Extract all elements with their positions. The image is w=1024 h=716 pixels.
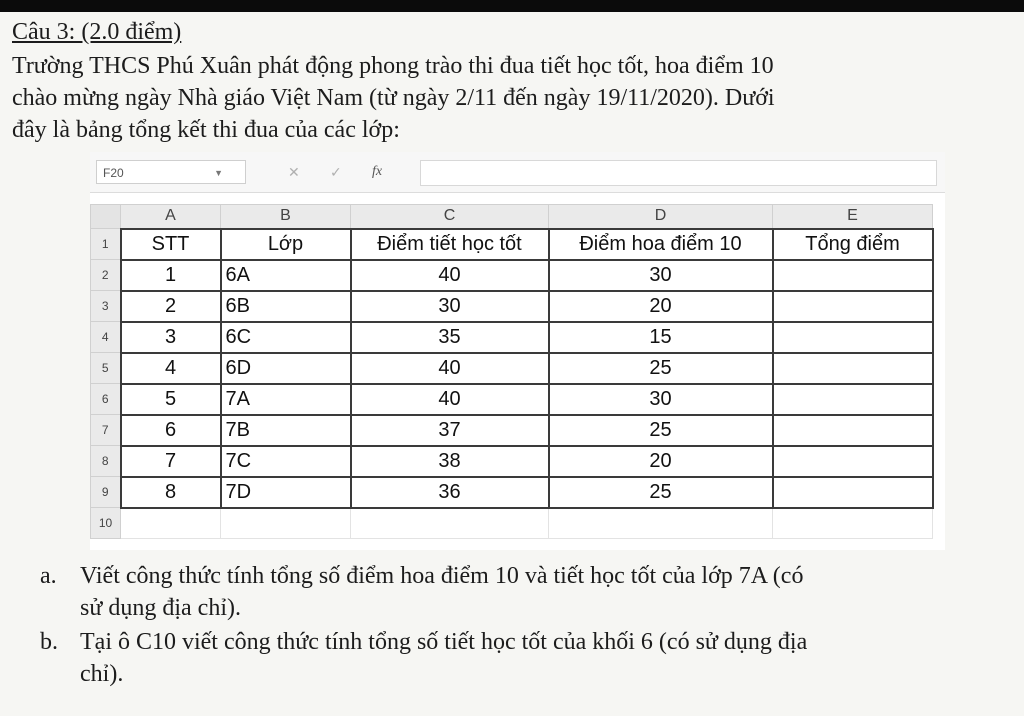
cell-class[interactable]: 6C — [221, 322, 351, 353]
header-cell[interactable]: Tổng điểm — [773, 229, 933, 260]
cell-good-lessons[interactable]: 40 — [351, 384, 549, 415]
row-header[interactable]: 1 — [91, 229, 121, 260]
task-list — [40, 560, 1000, 692]
header-cell[interactable]: Điểm hoa điểm 10 — [549, 229, 773, 260]
table-row — [91, 291, 933, 322]
table-row — [91, 260, 933, 291]
row-header[interactable]: 6 — [91, 384, 121, 415]
empty-cell[interactable] — [351, 508, 549, 539]
table-row — [91, 477, 933, 508]
task-item — [40, 560, 1000, 624]
cell-total[interactable] — [773, 415, 933, 446]
column-header[interactable]: E — [773, 205, 933, 229]
cell-class[interactable]: 7C — [221, 446, 351, 477]
cell-stt[interactable]: 8 — [121, 477, 221, 508]
cell-stt[interactable]: 5 — [121, 384, 221, 415]
cell-good-lessons[interactable]: 40 — [351, 353, 549, 384]
cell-total[interactable] — [773, 260, 933, 291]
spreadsheet-image — [90, 152, 945, 550]
header-cell[interactable]: Lớp — [221, 229, 351, 260]
intro-line: đây là bảng tổng kết thi đua của các lớp: — [12, 117, 400, 143]
empty-cell[interactable] — [121, 508, 221, 539]
row-header[interactable]: 9 — [91, 477, 121, 508]
name-box[interactable] — [96, 160, 246, 184]
task-label: b. — [40, 629, 58, 655]
row-header[interactable]: 3 — [91, 291, 121, 322]
task-item — [40, 626, 1000, 690]
cell-total[interactable] — [773, 291, 933, 322]
function-icon[interactable]: fx — [372, 164, 383, 179]
cell-good-lessons[interactable]: 36 — [351, 477, 549, 508]
table-row — [91, 353, 933, 384]
cell-class[interactable]: 6D — [221, 353, 351, 384]
cell-stt[interactable]: 4 — [121, 353, 221, 384]
cell-good-lessons[interactable]: 30 — [351, 291, 549, 322]
empty-cell[interactable] — [773, 508, 933, 539]
chevron-down-icon[interactable]: ▼ — [214, 168, 223, 178]
task-line: sử dụng địa chỉ). — [80, 595, 241, 621]
intro-line: Trường THCS Phú Xuân phát động phong trào thi đua tiết học tốt, hoa điểm 10 — [12, 53, 774, 79]
cell-class[interactable]: 6A — [221, 260, 351, 291]
cell-score-10[interactable]: 15 — [549, 322, 773, 353]
cell-score-10[interactable]: 20 — [549, 446, 773, 477]
table-header-row — [91, 229, 933, 260]
table-row — [91, 415, 933, 446]
task-line: chỉ). — [80, 661, 124, 687]
cell-stt[interactable]: 2 — [121, 291, 221, 322]
row-header[interactable]: 4 — [91, 322, 121, 353]
cell-class[interactable]: 6B — [221, 291, 351, 322]
cell-stt[interactable]: 1 — [121, 260, 221, 291]
cell-stt[interactable]: 6 — [121, 415, 221, 446]
cell-score-10[interactable]: 20 — [549, 291, 773, 322]
task-label: a. — [40, 563, 57, 589]
top-dark-bar — [0, 0, 1024, 12]
empty-cell[interactable] — [549, 508, 773, 539]
column-header-row — [91, 205, 933, 229]
cell-stt[interactable]: 3 — [121, 322, 221, 353]
row-header[interactable]: 10 — [91, 508, 121, 539]
cell-total[interactable] — [773, 353, 933, 384]
cell-score-10[interactable]: 25 — [549, 353, 773, 384]
cell-good-lessons[interactable]: 40 — [351, 260, 549, 291]
formula-input[interactable] — [420, 160, 937, 186]
table-row-empty — [91, 508, 933, 539]
cell-stt[interactable]: 7 — [121, 446, 221, 477]
cell-score-10[interactable]: 30 — [549, 260, 773, 291]
header-cell[interactable]: STT — [121, 229, 221, 260]
table-row — [91, 446, 933, 477]
column-header[interactable]: B — [221, 205, 351, 229]
cell-good-lessons[interactable]: 38 — [351, 446, 549, 477]
name-box-value: F20 — [103, 166, 124, 180]
cell-class[interactable]: 7B — [221, 415, 351, 446]
cell-total[interactable] — [773, 384, 933, 415]
cell-good-lessons[interactable]: 35 — [351, 322, 549, 353]
intro-line: chào mừng ngày Nhà giáo Việt Nam (từ ngày 2/11 đến ngày 19/11/2020). Dưới — [12, 85, 775, 111]
cell-class[interactable]: 7D — [221, 477, 351, 508]
confirm-icon[interactable]: ✓ — [330, 164, 342, 180]
row-header[interactable]: 5 — [91, 353, 121, 384]
cell-score-10[interactable]: 25 — [549, 477, 773, 508]
cell-total[interactable] — [773, 446, 933, 477]
column-header[interactable]: D — [549, 205, 773, 229]
cell-total[interactable] — [773, 477, 933, 508]
cell-good-lessons[interactable]: 37 — [351, 415, 549, 446]
cell-total[interactable] — [773, 322, 933, 353]
formula-bar — [90, 152, 945, 193]
row-header[interactable]: 7 — [91, 415, 121, 446]
row-header[interactable]: 8 — [91, 446, 121, 477]
cancel-icon[interactable]: ✕ — [288, 164, 300, 180]
header-cell[interactable]: Điểm tiết học tốt — [351, 229, 549, 260]
table-row — [91, 384, 933, 415]
column-header[interactable]: A — [121, 205, 221, 229]
column-header[interactable]: C — [351, 205, 549, 229]
task-line: Tại ô C10 viết công thức tính tổng số tiết học tốt của khối 6 (có sử dụng địa — [80, 629, 808, 655]
sheet-grid — [90, 204, 934, 539]
row-header[interactable]: 2 — [91, 260, 121, 291]
table-row — [91, 322, 933, 353]
task-line: Viết công thức tính tổng số điểm hoa điểm 10 và tiết học tốt của lớp 7A (có — [80, 563, 804, 589]
question-intro — [12, 50, 1012, 146]
select-all-corner[interactable] — [91, 205, 121, 229]
question-heading: Câu 3: (2.0 điểm) — [12, 19, 182, 45]
cell-score-10[interactable]: 25 — [549, 415, 773, 446]
empty-cell[interactable] — [221, 508, 351, 539]
cell-score-10[interactable]: 30 — [549, 384, 773, 415]
cell-class[interactable]: 7A — [221, 384, 351, 415]
